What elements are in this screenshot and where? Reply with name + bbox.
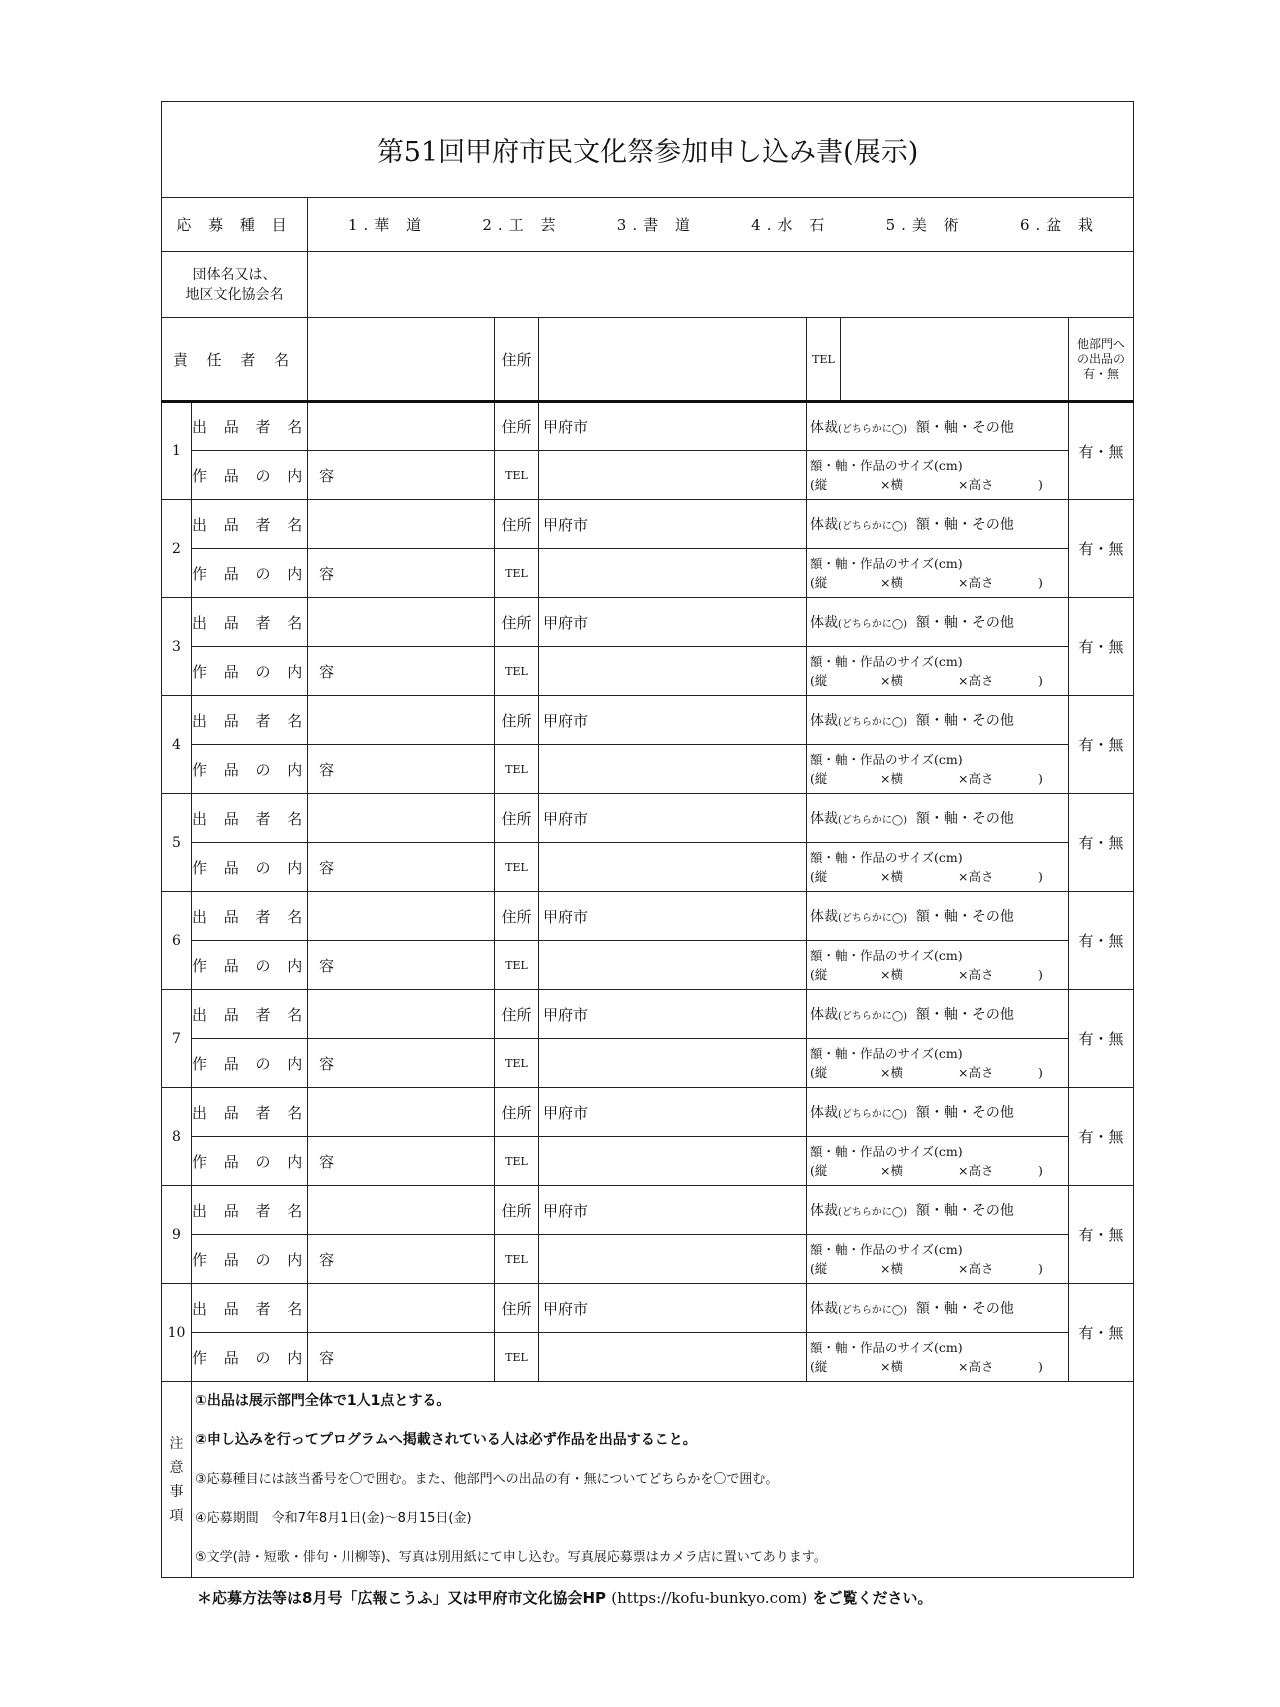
content-label: 作 品 の 内 容 — [192, 941, 308, 990]
size-horizontal: ×横 — [880, 1261, 903, 1276]
format-hint: (どちらかに◯) — [838, 619, 907, 630]
tel-field[interactable] — [539, 647, 807, 696]
entry-row-top — [162, 696, 1134, 745]
entry-number: 6 — [162, 892, 192, 990]
size-title: 額・軸・作品のサイズ(cm) — [810, 850, 963, 865]
format-hint: (どちらかに◯) — [838, 521, 907, 532]
responsible-name-field[interactable] — [308, 318, 495, 402]
tel-label: TEL — [495, 1039, 539, 1088]
other-dept-line3: 有・無 — [1083, 366, 1120, 381]
category-option-3[interactable]: 3.書 道 — [616, 216, 696, 234]
size-field[interactable] — [807, 1039, 1069, 1088]
category-label: 応 募 種 目 — [162, 198, 308, 252]
size-dims — [810, 867, 1068, 886]
exhibitor-label: 出 品 者 名 — [192, 598, 308, 647]
other-dept-choice[interactable]: 有・無 — [1069, 1186, 1134, 1284]
entry-row-bottom — [162, 647, 1134, 696]
size-field[interactable] — [807, 1235, 1069, 1284]
size-dims — [810, 1259, 1068, 1278]
size-title: 額・軸・作品のサイズ(cm) — [810, 654, 963, 669]
form-title: 第51回甲府市民文化祭参加申し込み書(展示) — [162, 102, 1134, 198]
entry-row-top — [162, 500, 1134, 549]
footer-url[interactable]: (https://kofu-bunkyo.com) — [611, 1589, 808, 1607]
tel-field[interactable] — [539, 1235, 807, 1284]
entry-row-top — [162, 990, 1134, 1039]
tel-field[interactable] — [539, 745, 807, 794]
format-field[interactable] — [807, 500, 1069, 549]
format-prefix: 体裁 — [810, 909, 838, 925]
size-close: ) — [1038, 771, 1043, 786]
tel-label: TEL — [495, 549, 539, 598]
entry-row-top — [162, 1284, 1134, 1333]
address-label: 住所 — [495, 794, 539, 843]
size-vertical: (縦 — [810, 869, 828, 884]
format-hint: (どちらかに◯) — [838, 1109, 907, 1120]
other-dept-line2: の出品の — [1077, 351, 1126, 366]
format-options: 額・軸・その他 — [915, 419, 1014, 436]
address-field[interactable] — [539, 990, 807, 1039]
size-horizontal: ×横 — [880, 967, 903, 982]
size-horizontal: ×横 — [880, 771, 903, 786]
note-row — [162, 1499, 1134, 1538]
size-title: 額・軸・作品のサイズ(cm) — [810, 1046, 963, 1061]
format-options: 額・軸・その他 — [915, 1301, 1014, 1317]
exhibitor-name-field[interactable] — [308, 990, 495, 1039]
other-dept-choice[interactable]: 有・無 — [1069, 1088, 1134, 1186]
size-title: 額・軸・作品のサイズ(cm) — [810, 948, 963, 963]
address-label: 住所 — [495, 500, 539, 549]
address-city: 甲府市 — [543, 1005, 589, 1024]
note-item: ③応募種目には該当番号を〇で囲む。また、他部門への出品の有・無についてどちらかを〇で囲む。 — [192, 1460, 1134, 1499]
size-title: 額・軸・作品のサイズ(cm) — [810, 752, 963, 767]
entry-number: 1 — [162, 402, 192, 500]
content-label: 作 品 の 内 容 — [192, 1235, 308, 1284]
format-prefix: 体裁 — [810, 517, 838, 533]
size-title: 額・軸・作品のサイズ(cm) — [810, 458, 963, 473]
other-dept-choice[interactable]: 有・無 — [1069, 402, 1134, 500]
group-label-line2: 地区文化協会名 — [185, 286, 284, 303]
size-title: 額・軸・作品のサイズ(cm) — [810, 556, 963, 571]
entry-row-bottom — [162, 451, 1134, 500]
format-options: 額・軸・その他 — [915, 615, 1014, 631]
size-horizontal: ×横 — [880, 1065, 903, 1080]
entry-number: 7 — [162, 990, 192, 1088]
size-vertical: (縦 — [810, 1359, 828, 1374]
format-prefix: 体裁 — [810, 1007, 838, 1023]
group-name-label — [162, 252, 308, 318]
entry-number: 5 — [162, 794, 192, 892]
entry-row-top — [162, 598, 1134, 647]
size-horizontal: ×横 — [880, 575, 903, 590]
size-field[interactable] — [807, 647, 1069, 696]
size-field[interactable] — [807, 843, 1069, 892]
size-field[interactable] — [807, 1137, 1069, 1186]
size-field[interactable] — [807, 745, 1069, 794]
note-row — [162, 1421, 1134, 1460]
form-table — [161, 101, 1134, 1578]
address-city: 甲府市 — [543, 1103, 589, 1122]
size-height: ×高さ — [958, 477, 994, 492]
content-label: 作 品 の 内 容 — [192, 1137, 308, 1186]
size-title: 額・軸・作品のサイズ(cm) — [810, 1144, 963, 1159]
size-field[interactable] — [807, 549, 1069, 598]
tel-field[interactable] — [539, 1039, 807, 1088]
format-options: 額・軸・その他 — [915, 517, 1014, 533]
application-form — [161, 101, 1133, 1578]
format-hint: (どちらかに◯) — [838, 423, 907, 435]
address-field[interactable] — [539, 1186, 807, 1235]
address-label: 住所 — [495, 1088, 539, 1137]
exhibitor-name-field[interactable] — [308, 1088, 495, 1137]
address-field[interactable] — [539, 1088, 807, 1137]
responsible-address-field[interactable] — [539, 318, 807, 402]
size-height: ×高さ — [958, 967, 994, 982]
size-field[interactable] — [807, 941, 1069, 990]
note-row — [162, 1382, 1134, 1422]
tel-label: TEL — [495, 745, 539, 794]
category-option-1[interactable]: 1.華 道 — [348, 216, 428, 234]
notes-label-char: 意 — [169, 1459, 184, 1476]
size-height: ×高さ — [958, 673, 994, 688]
format-prefix: 体裁 — [810, 419, 838, 436]
entry-row-bottom — [162, 941, 1134, 990]
other-dept-line1: 他部門へ — [1077, 336, 1126, 351]
responsible-tel-label: TEL — [807, 318, 841, 402]
size-horizontal: ×横 — [880, 869, 903, 884]
format-field[interactable] — [807, 598, 1069, 647]
address-field[interactable] — [539, 1284, 807, 1333]
address-label: 住所 — [495, 598, 539, 647]
category-options[interactable] — [308, 198, 1134, 252]
format-hint: (どちらかに◯) — [838, 815, 907, 826]
size-vertical: (縦 — [810, 673, 828, 688]
exhibitor-label: 出 品 者 名 — [192, 1088, 308, 1137]
size-close: ) — [1038, 1163, 1043, 1178]
entry-row-bottom — [162, 1137, 1134, 1186]
responsible-address-label: 住所 — [495, 318, 539, 402]
notes-label-char: 事 — [169, 1483, 184, 1500]
entry-number: 10 — [162, 1284, 192, 1382]
other-dept-header — [1069, 318, 1134, 402]
address-city: 甲府市 — [543, 907, 589, 926]
category-option-4[interactable]: 4.水 石 — [751, 216, 831, 234]
note-item: ④応募期間 令和7年8月1日(金)～8月15日(金) — [192, 1499, 1134, 1538]
tel-field[interactable] — [539, 549, 807, 598]
content-label: 作 品 の 内 容 — [192, 451, 308, 500]
entry-row-top — [162, 1088, 1134, 1137]
size-dims — [810, 475, 1068, 494]
entry-number: 8 — [162, 1088, 192, 1186]
size-close: ) — [1038, 673, 1043, 688]
exhibitor-name-field[interactable] — [308, 402, 495, 451]
format-hint: (どちらかに◯) — [838, 717, 907, 728]
address-label: 住所 — [495, 1284, 539, 1333]
format-prefix: 体裁 — [810, 713, 838, 729]
size-horizontal: ×横 — [880, 1163, 903, 1178]
size-vertical: (縦 — [810, 1163, 828, 1178]
tel-label: TEL — [495, 451, 539, 500]
size-dims — [810, 769, 1068, 788]
address-field[interactable] — [539, 500, 807, 549]
format-options: 額・軸・その他 — [915, 713, 1014, 729]
content-label: 作 品 の 内 容 — [192, 647, 308, 696]
other-dept-choice[interactable]: 有・無 — [1069, 1284, 1134, 1382]
format-prefix: 体裁 — [810, 615, 838, 631]
group-name-field[interactable] — [308, 252, 1134, 318]
tel-field[interactable] — [539, 1333, 807, 1382]
format-options: 額・軸・その他 — [915, 1105, 1014, 1121]
content-label: 作 品 の 内 容 — [192, 745, 308, 794]
other-dept-choice[interactable]: 有・無 — [1069, 696, 1134, 794]
exhibitor-label: 出 品 者 名 — [192, 892, 308, 941]
entry-row-bottom — [162, 1235, 1134, 1284]
exhibitor-label: 出 品 者 名 — [192, 990, 308, 1039]
tel-label: TEL — [495, 941, 539, 990]
format-options: 額・軸・その他 — [915, 909, 1014, 925]
size-title: 額・軸・作品のサイズ(cm) — [810, 1340, 963, 1355]
format-field[interactable] — [807, 696, 1069, 745]
size-vertical: (縦 — [810, 477, 828, 492]
entry-row-bottom — [162, 843, 1134, 892]
other-dept-choice[interactable]: 有・無 — [1069, 598, 1134, 696]
tel-label: TEL — [495, 1333, 539, 1382]
size-height: ×高さ — [958, 575, 994, 590]
address-city: 甲府市 — [543, 418, 589, 436]
exhibitor-name-field[interactable] — [308, 1186, 495, 1235]
notes-label — [162, 1382, 192, 1578]
address-city: 甲府市 — [543, 1299, 589, 1318]
address-label: 住所 — [495, 696, 539, 745]
tel-label: TEL — [495, 647, 539, 696]
size-height: ×高さ — [958, 1163, 994, 1178]
size-close: ) — [1038, 869, 1043, 884]
format-options: 額・軸・その他 — [915, 1203, 1014, 1219]
exhibitor-label: 出 品 者 名 — [192, 402, 308, 451]
note-item: ①出品は展示部門全体で1人1点とする。 — [192, 1382, 1134, 1422]
address-label: 住所 — [495, 990, 539, 1039]
exhibitor-label: 出 品 者 名 — [192, 794, 308, 843]
group-label-line1: 団体名又は、 — [192, 266, 277, 283]
entry-row-bottom — [162, 549, 1134, 598]
notes-label-char: 項 — [169, 1507, 184, 1524]
content-label: 作 品 の 内 容 — [192, 843, 308, 892]
entry-row-bottom — [162, 1039, 1134, 1088]
tel-field[interactable] — [539, 941, 807, 990]
address-label: 住所 — [495, 892, 539, 941]
size-horizontal: ×横 — [880, 673, 903, 688]
format-hint: (どちらかに◯) — [838, 1207, 907, 1218]
exhibitor-label: 出 品 者 名 — [192, 1284, 308, 1333]
format-field[interactable] — [807, 892, 1069, 941]
size-close: ) — [1038, 1261, 1043, 1276]
format-field[interactable] — [807, 794, 1069, 843]
format-field[interactable] — [807, 990, 1069, 1039]
size-dims — [810, 1357, 1068, 1376]
size-field[interactable] — [807, 1333, 1069, 1382]
size-height: ×高さ — [958, 1359, 994, 1374]
format-prefix: 体裁 — [810, 1105, 838, 1121]
size-close: ) — [1038, 477, 1043, 492]
size-vertical: (縦 — [810, 575, 828, 590]
exhibitor-name-field[interactable] — [308, 1284, 495, 1333]
notes-label-char: 注 — [169, 1435, 184, 1452]
format-field[interactable] — [807, 1284, 1069, 1333]
exhibitor-label: 出 品 者 名 — [192, 696, 308, 745]
category-option-5[interactable]: 5.美 術 — [885, 216, 965, 234]
format-prefix: 体裁 — [810, 1203, 838, 1219]
note-item: ②申し込みを行ってプログラムへ掲載されている人は必ず作品を出品すること。 — [192, 1421, 1134, 1460]
format-field[interactable] — [807, 1088, 1069, 1137]
responsible-label: 責 任 者 名 — [162, 318, 308, 402]
entry-row-top — [162, 794, 1134, 843]
other-dept-choice[interactable]: 有・無 — [1069, 794, 1134, 892]
address-city: 甲府市 — [543, 613, 589, 632]
entry-number: 2 — [162, 500, 192, 598]
address-field[interactable] — [539, 402, 807, 451]
address-city: 甲府市 — [543, 711, 589, 730]
entry-number: 3 — [162, 598, 192, 696]
size-vertical: (縦 — [810, 967, 828, 982]
size-close: ) — [1038, 1359, 1043, 1374]
size-close: ) — [1038, 575, 1043, 590]
footer-note — [197, 1587, 932, 1608]
other-dept-choice[interactable]: 有・無 — [1069, 990, 1134, 1088]
exhibitor-name-field[interactable] — [308, 598, 495, 647]
size-height: ×高さ — [958, 869, 994, 884]
size-close: ) — [1038, 1065, 1043, 1080]
size-vertical: (縦 — [810, 771, 828, 786]
category-option-6[interactable]: 6.盆 栽 — [1019, 216, 1100, 234]
size-dims — [810, 573, 1068, 592]
content-label: 作 品 の 内 容 — [192, 1039, 308, 1088]
tel-label: TEL — [495, 1137, 539, 1186]
content-label: 作 品 の 内 容 — [192, 549, 308, 598]
entry-row-top — [162, 892, 1134, 941]
address-field[interactable] — [539, 598, 807, 647]
address-field[interactable] — [539, 794, 807, 843]
format-hint: (どちらかに◯) — [838, 1305, 907, 1316]
format-hint: (どちらかに◯) — [838, 913, 907, 924]
exhibitor-name-field[interactable] — [308, 892, 495, 941]
exhibitor-name-field[interactable] — [308, 696, 495, 745]
note-row — [162, 1460, 1134, 1499]
size-horizontal: ×横 — [880, 1359, 903, 1374]
tel-label: TEL — [495, 843, 539, 892]
size-vertical: (縦 — [810, 1065, 828, 1080]
size-horizontal: ×横 — [880, 477, 903, 492]
entry-row-top — [162, 1186, 1134, 1235]
address-city: 甲府市 — [543, 1201, 589, 1220]
tel-field[interactable] — [539, 843, 807, 892]
footer-text-before: ＊応募方法等は8月号「広報こうふ」又は甲府市文化協会HP — [197, 1589, 606, 1607]
address-label: 住所 — [495, 402, 539, 451]
format-options: 額・軸・その他 — [915, 1007, 1014, 1023]
note-item: ⑤文学(詩・短歌・俳句・川柳等)、写真は別用紙にて申し込む。写真展応募票はカメラ店に置いてあります。 — [192, 1538, 1134, 1578]
size-title: 額・軸・作品のサイズ(cm) — [810, 1242, 963, 1257]
entry-row-bottom — [162, 1333, 1134, 1382]
exhibitor-name-field[interactable] — [308, 794, 495, 843]
format-hint: (どちらかに◯) — [838, 1011, 907, 1022]
responsible-tel-field[interactable] — [841, 318, 1069, 402]
note-row — [162, 1538, 1134, 1578]
address-label: 住所 — [495, 1186, 539, 1235]
category-option-2[interactable]: 2.工 芸 — [482, 216, 562, 234]
size-dims — [810, 1063, 1068, 1082]
entry-row-bottom — [162, 745, 1134, 794]
tel-field[interactable] — [539, 1137, 807, 1186]
size-dims — [810, 671, 1068, 690]
size-dims — [810, 965, 1068, 984]
format-options: 額・軸・その他 — [915, 811, 1014, 827]
address-city: 甲府市 — [543, 515, 589, 534]
size-vertical: (縦 — [810, 1261, 828, 1276]
exhibitor-label: 出 品 者 名 — [192, 1186, 308, 1235]
format-field[interactable] — [807, 402, 1069, 451]
size-height: ×高さ — [958, 1261, 994, 1276]
size-field[interactable] — [807, 451, 1069, 500]
entry-row-top — [162, 402, 1134, 451]
format-field[interactable] — [807, 1186, 1069, 1235]
address-city: 甲府市 — [543, 809, 589, 828]
other-dept-choice[interactable]: 有・無 — [1069, 500, 1134, 598]
format-prefix: 体裁 — [810, 811, 838, 827]
exhibitor-label: 出 品 者 名 — [192, 500, 308, 549]
size-height: ×高さ — [958, 1065, 994, 1080]
size-height: ×高さ — [958, 771, 994, 786]
address-field[interactable] — [539, 696, 807, 745]
exhibitor-name-field[interactable] — [308, 500, 495, 549]
content-label: 作 品 の 内 容 — [192, 1333, 308, 1382]
tel-field[interactable] — [539, 451, 807, 500]
address-field[interactable] — [539, 892, 807, 941]
other-dept-choice[interactable]: 有・無 — [1069, 892, 1134, 990]
footer-text-after: をご覧ください。 — [812, 1589, 933, 1607]
format-prefix: 体裁 — [810, 1301, 838, 1317]
size-close: ) — [1038, 967, 1043, 982]
tel-label: TEL — [495, 1235, 539, 1284]
entry-number: 9 — [162, 1186, 192, 1284]
entry-number: 4 — [162, 696, 192, 794]
size-dims — [810, 1161, 1068, 1180]
